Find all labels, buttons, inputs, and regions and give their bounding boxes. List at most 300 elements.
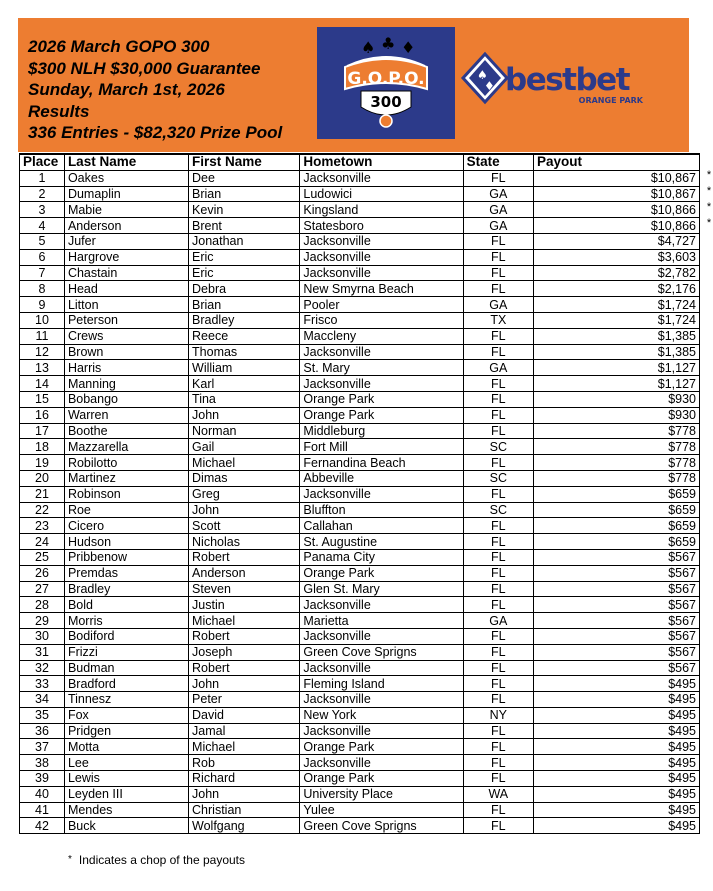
first-name-cell: John [189,502,300,518]
first-name-cell: Eric [189,249,300,265]
place-cell: 38 [20,755,65,771]
entries-prize-pool: 336 Entries - $82,320 Prize Pool [28,123,283,142]
state-cell: GA [463,297,533,313]
first-name-cell: Jamal [189,723,300,739]
state-cell: FL [463,391,533,407]
payout-cell: $567 [534,565,700,581]
payout-cell: $930 [534,407,700,423]
state-cell: FL [463,486,533,502]
first-name-cell: Dee [189,170,300,186]
table-row [20,534,700,550]
payout-cell: $567 [534,628,700,644]
state-cell: GA [463,613,533,629]
table-row [20,739,700,755]
payout-cell: $1,385 [534,344,700,360]
col-header-place: Place [20,154,65,170]
first-name-cell: Brian [189,186,300,202]
last-name-cell: Lee [64,755,188,771]
state-cell: FL [463,265,533,281]
table-row [20,549,700,565]
footnote [68,853,245,867]
place-cell: 11 [20,328,65,344]
payout-cell: $1,724 [534,312,700,328]
table-row [20,360,700,376]
first-name-cell: Christian [189,802,300,818]
payout-cell: $778 [534,423,700,439]
place-cell: 20 [20,470,65,486]
place-cell: 2 [20,186,65,202]
place-cell: 35 [20,707,65,723]
last-name-cell: Litton [64,297,188,313]
last-name-cell: Pribbenow [64,549,188,565]
hometown-cell: Jacksonville [300,344,463,360]
hometown-cell: St. Augustine [300,534,463,550]
first-name-cell: Greg [189,486,300,502]
last-name-cell: Roe [64,502,188,518]
hometown-cell: New Smyrna Beach [300,281,463,297]
table-row [20,344,700,360]
first-name-cell: Tina [189,391,300,407]
event-title: 2026 March GOPO 300 [28,37,210,56]
place-cell: 31 [20,644,65,660]
gopo-300-logo [317,27,455,139]
place-cell: 19 [20,455,65,471]
first-name-cell: Kevin [189,202,300,218]
last-name-cell: Motta [64,739,188,755]
payout-cell: $659 [534,534,700,550]
svg-text:♣: ♣ [381,34,396,53]
hometown-cell: Kingsland [300,202,463,218]
hometown-cell: Jacksonville [300,486,463,502]
table-row [20,723,700,739]
payout-cell: $567 [534,644,700,660]
payout-cell: $567 [534,660,700,676]
last-name-cell: Anderson [64,218,188,234]
payout-cell: $495 [534,723,700,739]
last-name-cell: Hargrove [64,249,188,265]
place-cell: 15 [20,391,65,407]
hometown-cell: Pooler [300,297,463,313]
hometown-cell: Marietta [300,613,463,629]
payout-cell: $495 [534,692,700,708]
first-name-cell: Norman [189,423,300,439]
first-name-cell: Robert [189,549,300,565]
payout-cell: $10,866 [534,218,700,234]
state-cell: FL [463,818,533,834]
payout-cell: $495 [534,818,700,834]
hometown-cell: Orange Park [300,565,463,581]
state-cell: TX [463,312,533,328]
place-cell: 25 [20,549,65,565]
payout-cell: $495 [534,771,700,787]
place-cell: 21 [20,486,65,502]
last-name-cell: Robinson [64,486,188,502]
svg-text:♠: ♠ [361,38,376,57]
state-cell: GA [463,186,533,202]
last-name-cell: Martinez [64,470,188,486]
state-cell: FL [463,676,533,692]
place-cell: 8 [20,281,65,297]
payout-cell: $567 [534,581,700,597]
first-name-cell: Richard [189,771,300,787]
table-row [20,218,700,234]
table-row [20,771,700,787]
table-row [20,802,700,818]
place-cell: 33 [20,676,65,692]
payout-cell: $1,385 [534,328,700,344]
table-row [20,628,700,644]
table-row [20,502,700,518]
col-header-payout: Payout [534,154,700,170]
table-row [20,644,700,660]
state-cell: GA [463,202,533,218]
first-name-cell: Rob [189,755,300,771]
state-cell: FL [463,692,533,708]
place-cell: 41 [20,802,65,818]
last-name-cell: Brown [64,344,188,360]
place-cell: 13 [20,360,65,376]
state-cell: FL [463,549,533,565]
gopo-logo-top: G.O.P.O. [347,69,425,89]
chop-marker: * [706,200,712,213]
first-name-cell: Wolfgang [189,818,300,834]
first-name-cell: William [189,360,300,376]
place-cell: 24 [20,534,65,550]
table-header-row [20,154,700,170]
first-name-cell: Debra [189,281,300,297]
payout-cell: $10,867 [534,170,700,186]
col-header-hometown: Hometown [300,154,463,170]
hometown-cell: Orange Park [300,407,463,423]
last-name-cell: Budman [64,660,188,676]
last-name-cell: Fox [64,707,188,723]
last-name-cell: Lewis [64,771,188,787]
state-cell: FL [463,739,533,755]
hometown-cell: Jacksonville [300,755,463,771]
last-name-cell: Bradford [64,676,188,692]
last-name-cell: Tinnesz [64,692,188,708]
hometown-cell: Maccleny [300,328,463,344]
payout-cell: $567 [534,613,700,629]
state-cell: FL [463,723,533,739]
first-name-cell: Anderson [189,565,300,581]
hometown-cell: University Place [300,786,463,802]
first-name-cell: Brent [189,218,300,234]
last-name-cell: Robilotto [64,455,188,471]
hometown-cell: Frisco [300,312,463,328]
hometown-cell: Jacksonville [300,265,463,281]
last-name-cell: Head [64,281,188,297]
table-row [20,707,700,723]
state-cell: WA [463,786,533,802]
place-cell: 23 [20,518,65,534]
first-name-cell: Brian [189,297,300,313]
table-row [20,565,700,581]
place-cell: 18 [20,439,65,455]
last-name-cell: Premdas [64,565,188,581]
payout-cell: $2,176 [534,281,700,297]
place-cell: 39 [20,771,65,787]
table-row [20,676,700,692]
svg-text:♦: ♦ [484,79,495,93]
footnote-marker: * [68,854,72,865]
place-cell: 32 [20,660,65,676]
first-name-cell: Bradley [189,312,300,328]
table-row [20,613,700,629]
footnote-text: Indicates a chop of the payouts [78,853,246,867]
first-name-cell: David [189,707,300,723]
state-cell: FL [463,281,533,297]
hometown-cell: Green Cove Sprigns [300,818,463,834]
hometown-cell: Orange Park [300,771,463,787]
place-cell: 22 [20,502,65,518]
hometown-cell: Jacksonville [300,249,463,265]
table-row [20,202,700,218]
payout-cell: $659 [534,502,700,518]
state-cell: FL [463,518,533,534]
event-date: Sunday, March 1st, 2026 [28,80,225,99]
chop-marker: * [706,169,712,182]
state-cell: FL [463,344,533,360]
last-name-cell: Bobango [64,391,188,407]
last-name-cell: Chastain [64,265,188,281]
last-name-cell: Dumaplin [64,186,188,202]
state-cell: FL [463,423,533,439]
bestbet-brand-text: bestbet [505,62,630,98]
payout-cell: $930 [534,391,700,407]
state-cell: FL [463,597,533,613]
place-cell: 14 [20,376,65,392]
payout-cell: $1,724 [534,297,700,313]
first-name-cell: John [189,786,300,802]
hometown-cell: Green Cove Sprigns [300,644,463,660]
payout-cell: $778 [534,455,700,471]
first-name-cell: Karl [189,376,300,392]
first-name-cell: John [189,407,300,423]
place-cell: 1 [20,170,65,186]
last-name-cell: Peterson [64,312,188,328]
first-name-cell: Nicholas [189,534,300,550]
payout-cell: $495 [534,739,700,755]
table-row [20,312,700,328]
hometown-cell: Orange Park [300,739,463,755]
chop-marker: * [706,216,712,229]
hometown-cell: Abbeville [300,470,463,486]
place-cell: 34 [20,692,65,708]
last-name-cell: Manning [64,376,188,392]
place-cell: 12 [20,344,65,360]
place-cell: 3 [20,202,65,218]
last-name-cell: Bradley [64,581,188,597]
svg-text:♠: ♠ [477,68,488,82]
payout-cell: $659 [534,518,700,534]
first-name-cell: Robert [189,660,300,676]
place-cell: 37 [20,739,65,755]
last-name-cell: Cicero [64,518,188,534]
chop-marker: * [706,185,712,198]
table-row [20,755,700,771]
table-row [20,376,700,392]
last-name-cell: Warren [64,407,188,423]
hometown-cell: Jacksonville [300,660,463,676]
bestbet-subtitle: ORANGE PARK [578,96,643,105]
state-cell: FL [463,233,533,249]
first-name-cell: Gail [189,439,300,455]
first-name-cell: Michael [189,613,300,629]
place-cell: 16 [20,407,65,423]
first-name-cell: Thomas [189,344,300,360]
place-cell: 42 [20,818,65,834]
table-row [20,486,700,502]
table-row [20,518,700,534]
last-name-cell: Morris [64,613,188,629]
first-name-cell: Peter [189,692,300,708]
hometown-cell: Middleburg [300,423,463,439]
table-row [20,439,700,455]
hometown-cell: Jacksonville [300,376,463,392]
state-cell: FL [463,771,533,787]
hometown-cell: Fernandina Beach [300,455,463,471]
first-name-cell: Jonathan [189,233,300,249]
gopo-logo-bottom: 300 [370,93,402,111]
hometown-cell: Yulee [300,802,463,818]
hometown-cell: Bluffton [300,502,463,518]
payout-cell: $10,867 [534,186,700,202]
table-row [20,249,700,265]
payout-cell: $659 [534,486,700,502]
hometown-cell: Jacksonville [300,597,463,613]
table-row [20,423,700,439]
state-cell: FL [463,802,533,818]
table-row [20,470,700,486]
table-row [20,328,700,344]
hometown-cell: Panama City [300,549,463,565]
state-cell: FL [463,644,533,660]
col-header-first-name: First Name [189,154,300,170]
payout-cell: $495 [534,802,700,818]
last-name-cell: Crews [64,328,188,344]
first-name-cell: Scott [189,518,300,534]
table-row [20,281,700,297]
first-name-cell: John [189,676,300,692]
hometown-cell: Fleming Island [300,676,463,692]
table-row [20,692,700,708]
hometown-cell: Jacksonville [300,170,463,186]
first-name-cell: Dimas [189,470,300,486]
state-cell: FL [463,249,533,265]
last-name-cell: Boothe [64,423,188,439]
table-row [20,186,700,202]
state-cell: SC [463,439,533,455]
results-table [19,153,700,834]
table-row [20,786,700,802]
place-cell: 6 [20,249,65,265]
place-cell: 17 [20,423,65,439]
state-cell: FL [463,455,533,471]
payout-cell: $495 [534,786,700,802]
last-name-cell: Pridgen [64,723,188,739]
place-cell: 36 [20,723,65,739]
table-row [20,818,700,834]
state-cell: FL [463,565,533,581]
hometown-cell: Glen St. Mary [300,581,463,597]
last-name-cell: Buck [64,818,188,834]
payout-cell: $778 [534,439,700,455]
last-name-cell: Harris [64,360,188,376]
col-header-state: State [463,154,533,170]
state-cell: NY [463,707,533,723]
hometown-cell: St. Mary [300,360,463,376]
state-cell: GA [463,360,533,376]
last-name-cell: Mazzarella [64,439,188,455]
results-body [20,170,700,833]
last-name-cell: Bodiford [64,628,188,644]
first-name-cell: Robert [189,628,300,644]
last-name-cell: Mabie [64,202,188,218]
payout-cell: $567 [534,597,700,613]
hometown-cell: Callahan [300,518,463,534]
state-cell: FL [463,328,533,344]
state-cell: FL [463,534,533,550]
state-cell: GA [463,218,533,234]
first-name-cell: Justin [189,597,300,613]
state-cell: FL [463,407,533,423]
payout-cell: $3,603 [534,249,700,265]
results-heading: Results [28,101,90,121]
hometown-cell: Jacksonville [300,723,463,739]
place-cell: 30 [20,628,65,644]
table-row [20,581,700,597]
state-cell: FL [463,628,533,644]
place-cell: 27 [20,581,65,597]
hometown-cell: Jacksonville [300,692,463,708]
last-name-cell: Leyden III [64,786,188,802]
hometown-cell: Orange Park [300,391,463,407]
first-name-cell: Eric [189,265,300,281]
payout-cell: $1,127 [534,360,700,376]
table-row [20,233,700,249]
payout-cell: $2,782 [534,265,700,281]
payout-cell: $1,127 [534,376,700,392]
state-cell: FL [463,376,533,392]
place-cell: 26 [20,565,65,581]
last-name-cell: Mendes [64,802,188,818]
payout-cell: $495 [534,676,700,692]
last-name-cell: Frizzi [64,644,188,660]
place-cell: 5 [20,233,65,249]
payout-cell: $567 [534,549,700,565]
last-name-cell: Hudson [64,534,188,550]
place-cell: 28 [20,597,65,613]
first-name-cell: Joseph [189,644,300,660]
table-row [20,660,700,676]
header-banner [18,18,689,152]
hometown-cell: Jacksonville [300,233,463,249]
event-title-block [28,36,282,144]
col-header-last-name: Last Name [64,154,188,170]
table-row [20,391,700,407]
payout-cell: $778 [534,470,700,486]
svg-text:♦: ♦ [401,38,416,57]
table-row [20,297,700,313]
table-row [20,597,700,613]
state-cell: FL [463,660,533,676]
place-cell: 9 [20,297,65,313]
hometown-cell: Statesboro [300,218,463,234]
state-cell: FL [463,581,533,597]
first-name-cell: Michael [189,739,300,755]
bestbet-orange-park-logo [455,48,650,110]
